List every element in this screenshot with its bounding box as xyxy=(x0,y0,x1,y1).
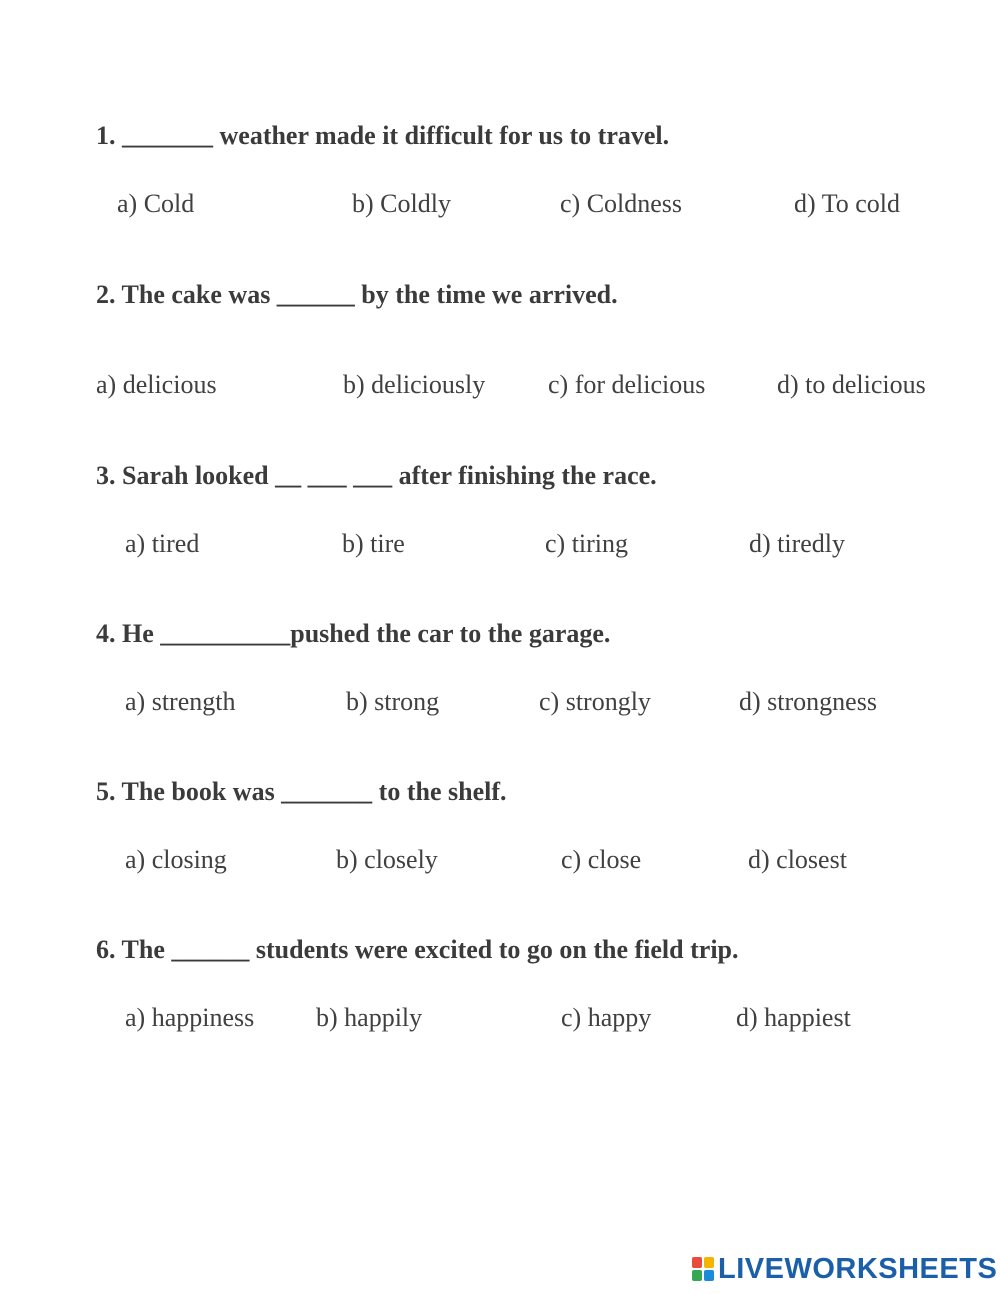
option-4d[interactable]: d) strongness xyxy=(739,687,877,716)
option-1c[interactable]: c) Coldness xyxy=(560,189,683,218)
option-6c[interactable]: c) happy xyxy=(561,1003,652,1032)
option-2b[interactable]: b) deliciously xyxy=(343,370,486,399)
question-1: 1. _______ weather made it difficult for us to travel. xyxy=(96,121,670,150)
option-6a[interactable]: a) happiness xyxy=(125,1003,255,1032)
option-4a[interactable]: a) strength xyxy=(125,687,236,716)
question-5: 5. The book was _______ to the shelf. xyxy=(96,777,507,806)
option-5b[interactable]: b) closely xyxy=(336,845,438,874)
option-5c[interactable]: c) close xyxy=(561,845,642,874)
option-5d[interactable]: d) closest xyxy=(748,845,847,874)
option-2d[interactable]: d) to delicious xyxy=(777,370,926,399)
option-3d[interactable]: d) tiredly xyxy=(749,529,846,558)
option-2a[interactable]: a) delicious xyxy=(96,370,217,399)
option-6d[interactable]: d) happiest xyxy=(736,1003,851,1032)
option-3b[interactable]: b) tire xyxy=(342,529,405,558)
liveworksheets-logo-icon xyxy=(692,1257,714,1281)
option-1b[interactable]: b) Coldly xyxy=(352,189,451,218)
option-2c[interactable]: c) for delicious xyxy=(548,370,706,399)
option-3c[interactable]: c) tiring xyxy=(545,529,629,558)
option-6b[interactable]: b) happily xyxy=(316,1003,423,1032)
question-4: 4. He __________pushed the car to the garage. xyxy=(96,619,611,648)
option-4b[interactable]: b) strong xyxy=(346,687,440,716)
liveworksheets-logo xyxy=(692,1252,997,1286)
question-2: 2. The cake was ______ by the time we arrived. xyxy=(96,280,618,309)
option-3a[interactable]: a) tired xyxy=(125,529,200,558)
option-5a[interactable]: a) closing xyxy=(125,845,227,874)
liveworksheets-logo-text: LIVEWORKSHEETS xyxy=(718,1252,998,1285)
option-4c[interactable]: c) strongly xyxy=(539,687,651,716)
option-1a[interactable]: a) Cold xyxy=(117,189,195,218)
option-1d[interactable]: d) To cold xyxy=(794,189,901,218)
question-3: 3. Sarah looked __ ___ ___ after finishing the race. xyxy=(96,461,657,490)
question-6: 6. The ______ students were excited to go on the field trip. xyxy=(96,935,739,964)
